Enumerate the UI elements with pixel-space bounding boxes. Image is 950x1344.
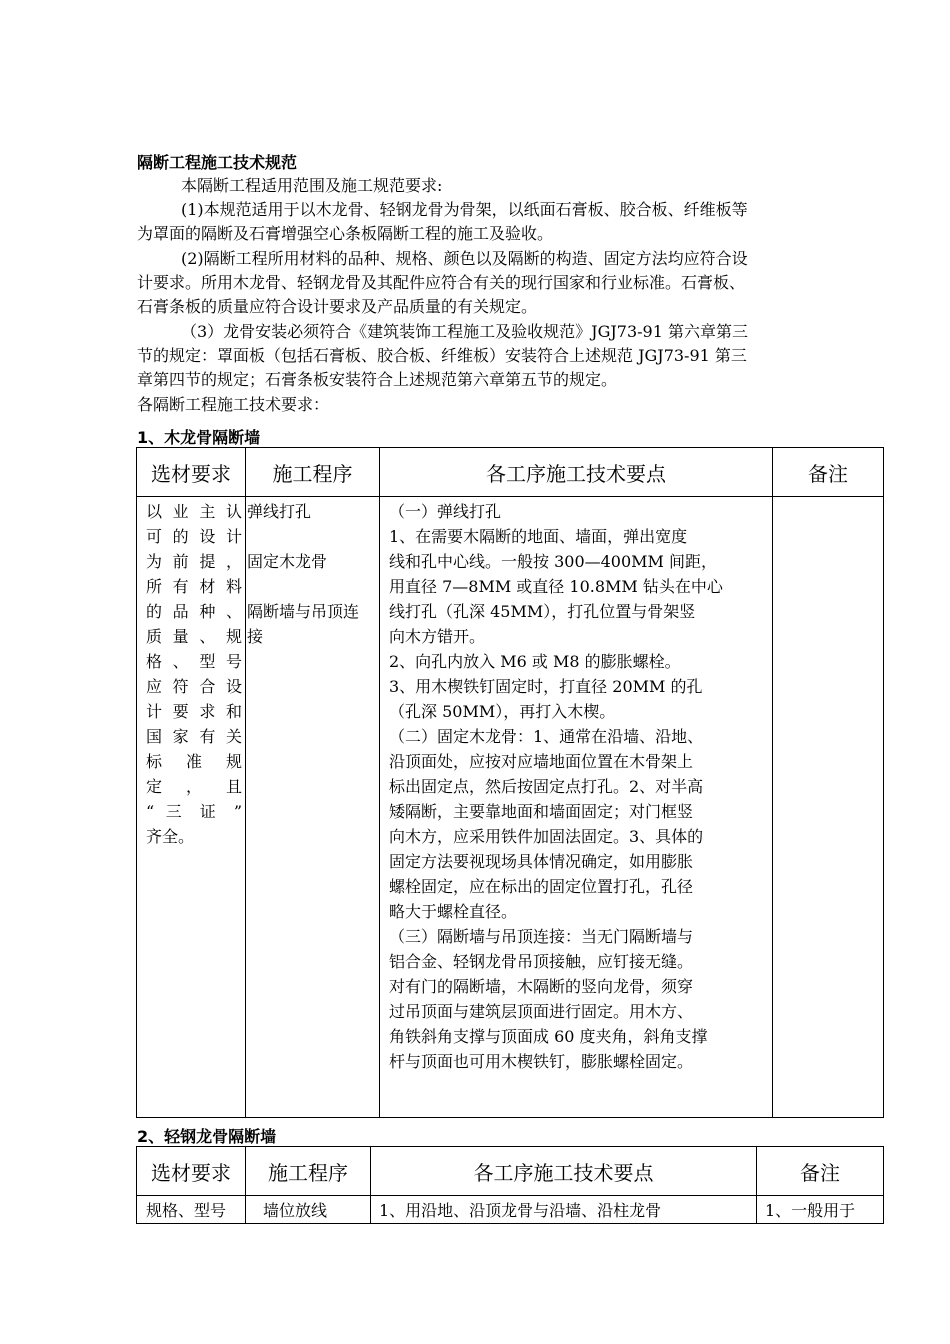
table-row bbox=[137, 1196, 884, 1224]
wood-keel-table bbox=[136, 447, 884, 1118]
intro-line: (2)隔断工程所用材料的品种、规格、颜色以及隔断的构造、固定方法均应符合设 bbox=[181, 249, 748, 268]
header-material: 选材要求 bbox=[137, 1147, 246, 1196]
header-procedure: 施工程序 bbox=[246, 1147, 371, 1196]
section-heading: 2、轻钢龙骨隔断墙 bbox=[137, 1127, 277, 1146]
header-note: 备注 bbox=[773, 448, 884, 497]
intro-line: (1)本规范适用于以木龙骨、轻钢龙骨为骨架，以纸面石膏板、胶合板、纤维板等 bbox=[181, 200, 748, 219]
document-title: 隔断工程施工技术规范 bbox=[137, 153, 298, 172]
material-cell: 规格、型号 bbox=[137, 1196, 246, 1224]
procedure-cell: 弹线打孔 固定木龙骨 隔断墙与吊顶连 接 bbox=[246, 497, 380, 1118]
light-steel-keel-table bbox=[136, 1146, 884, 1224]
header-technique: 各工序施工技术要点 bbox=[380, 448, 773, 497]
intro-line: 各隔断工程施工技术要求： bbox=[137, 395, 330, 414]
intro-line: （3）龙骨安装必须符合《建筑装饰工程施工及验收规范》JGJ73-91 第六章第三 bbox=[181, 322, 749, 341]
header-material: 选材要求 bbox=[137, 448, 246, 497]
note-cell: 1、一般用于 bbox=[757, 1196, 884, 1224]
intro-line: 本隔断工程适用范围及施工规范要求: bbox=[181, 176, 443, 195]
intro-line: 计要求。所用木龙骨、轻钢龙骨及其配件应符合有关的现行国家和行业标准。石膏板、 bbox=[137, 273, 746, 292]
section-heading: 1、木龙骨隔断墙 bbox=[137, 428, 261, 447]
header-procedure: 施工程序 bbox=[246, 448, 380, 497]
intro-line: 节的规定：罩面板（包括石膏板、胶合板、纤维板）安装符合上述规范 JGJ73-91 第三 bbox=[137, 346, 747, 365]
table-header-row bbox=[137, 1147, 884, 1196]
intro-line: 石膏条板的质量应符合设计要求及产品质量的有关规定。 bbox=[137, 297, 538, 316]
technique-cell: 1、用沿地、沿顶龙骨与沿墙、沿柱龙骨 bbox=[371, 1196, 757, 1224]
note-cell bbox=[773, 497, 884, 1118]
intro-line: 章第四节的规定；石膏条板安装符合上述规范第六章第五节的规定。 bbox=[137, 370, 618, 389]
table-header-row bbox=[137, 448, 884, 497]
material-cell: 以 业 主 认 可 的 设 计 为 前 提 ， 所 有 材 料 的 品 种 、 质 量 、 规 格 、 型 号 应 符 合 设 计 要 求 和 国 家 有 关 标 准 规 定 ， 且 “ 三 证 ” 齐全。 bbox=[137, 497, 246, 1118]
table-row bbox=[137, 497, 884, 1118]
header-technique: 各工序施工技术要点 bbox=[371, 1147, 757, 1196]
header-note: 备注 bbox=[757, 1147, 884, 1196]
technique-cell: （一）弹线打孔 1、在需要木隔断的地面、墙面，弹出宽度 线和孔中心线。一般按 300—400MM 间距， 用直径 7—8MM 或直径 10.8MM 钻头在中心 线打孔（孔深 45MM），打孔位置与骨架竖 向木方错开。 2、向孔内放入 M6 或 M8 的膨胀螺栓。 3、用木楔铁钉固定时，打直径 20MM 的孔 （孔深 50MM），再打入木楔。 （二）固定木龙骨：1、通常在沿墙、沿地、 沿顶面处，应按对应墙地面位置在木骨架上 标出固定点，然后按固定点打孔。2、对半高 矮隔断，主要靠地面和墙面固定；对门框竖 向木方，应采用铁件加固法固定。3、具体的 固定方法要视现场具体情况确定，如用膨胀 螺栓固定，应在标出的固定位置打孔，孔径 略大于螺栓直径。 （三）隔断墙与吊顶连接：当无门隔断墙与 铝合金、轻钢龙骨吊顶接触，应钉接无缝。 对有门的隔断墙，木隔断的竖向龙骨，须穿 过吊顶面与建筑层顶面进行固定。用木方、 角铁斜角支撑与顶面成 60 度夹角，斜角支撑 杆与顶面也可用木楔铁钉，膨胀螺栓固定。 bbox=[380, 497, 773, 1118]
intro-line: 为罩面的隔断及石膏增强空心条板隔断工程的施工及验收。 bbox=[137, 224, 554, 243]
procedure-cell: 墙位放线 bbox=[246, 1196, 371, 1224]
